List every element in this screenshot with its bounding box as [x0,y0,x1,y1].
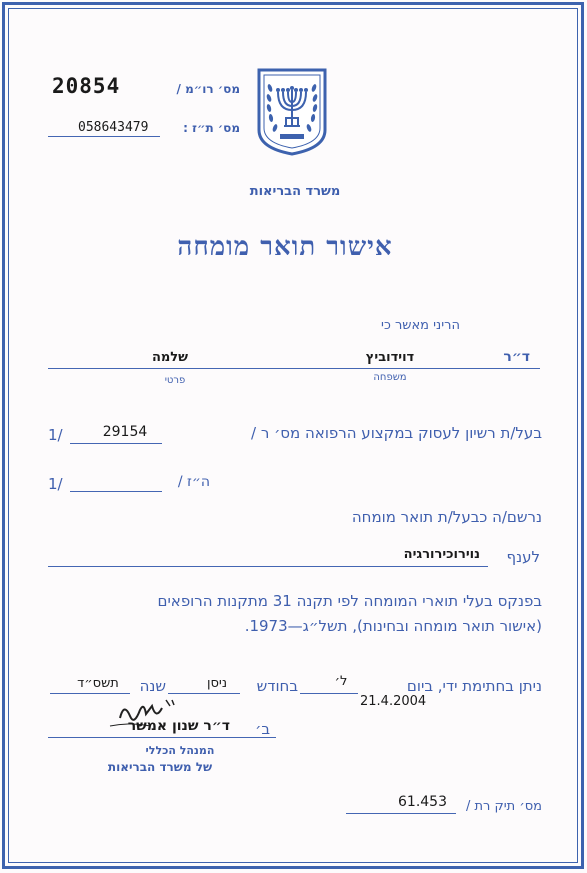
license-line-number: 29154 [102,424,148,440]
signer-role-1: המנהל הכללי [145,744,215,757]
id-number: 058643479 [78,120,149,135]
id-number-underline [48,136,160,137]
state-emblem-icon [256,68,328,156]
branch-label: לענף [506,548,540,566]
year-underline [50,693,130,694]
person-underline [48,368,540,369]
signer-stamp-name: ד״ר שנון אמשר [127,718,230,734]
license-suffix: 1/ [48,426,63,444]
license-number: 20854 [52,74,121,98]
signer-role-2: של משרד הבריאות [107,760,213,774]
hz-underline [70,491,162,492]
first-label: פרטי [164,375,186,386]
certificate-title: אישור תואר מומחה [177,232,393,262]
issued-year: תשס״ד [77,676,119,691]
issued-prefix: ניתן בחתימת ידי, ביום [406,677,542,695]
family-label: משפחה [373,372,407,383]
file-number-underline [346,813,456,814]
file-number: 61.453 [398,794,447,810]
regulation-text-2: (אישור תואר מומחה ובחינות), תשל״ג—1973. [244,617,542,635]
signature-underline [48,737,276,738]
certify-text: הריני מאשר כי [381,318,460,333]
regulation-text-1: בפנקס בעלי תוארי המומחה לפי תקנה 31 מתקנות הרופאים [157,592,542,610]
year-label: שנה [139,677,166,695]
ministry-name: משרד הבריאות [249,184,341,199]
issued-day: ל׳ [334,674,348,689]
first-name: שלמה [151,350,189,365]
family-name: דוידוביץ [365,350,415,365]
day-underline [300,693,358,694]
signature-b-label: ב׳ [255,720,270,738]
license-text: בעל/ת רשיון לעסוק במקצוע הרפואה מס׳ ר / [251,424,542,442]
branch-underline [48,566,488,567]
branch-value: נוירוכירורגיה [403,547,480,562]
issued-month: ניסן [206,676,228,691]
registered-text: נרשם/ה כבעל/ת תואר מומחה [351,508,542,526]
hz-label: ה״ז / [177,474,210,490]
month-label: בחודש [256,677,298,695]
doctor-title: ד״ר [503,349,530,365]
gregorian-date: 21.4.2004 [360,694,427,709]
hz-suffix: 1/ [48,475,63,493]
id-number-label: מס׳ ת״ז : [183,121,240,135]
month-underline [168,693,240,694]
license-number-label: מס׳ רו״מ / [176,82,240,96]
license-number-underline [70,443,162,444]
file-number-label: מס׳ תיק רת / [465,799,542,814]
